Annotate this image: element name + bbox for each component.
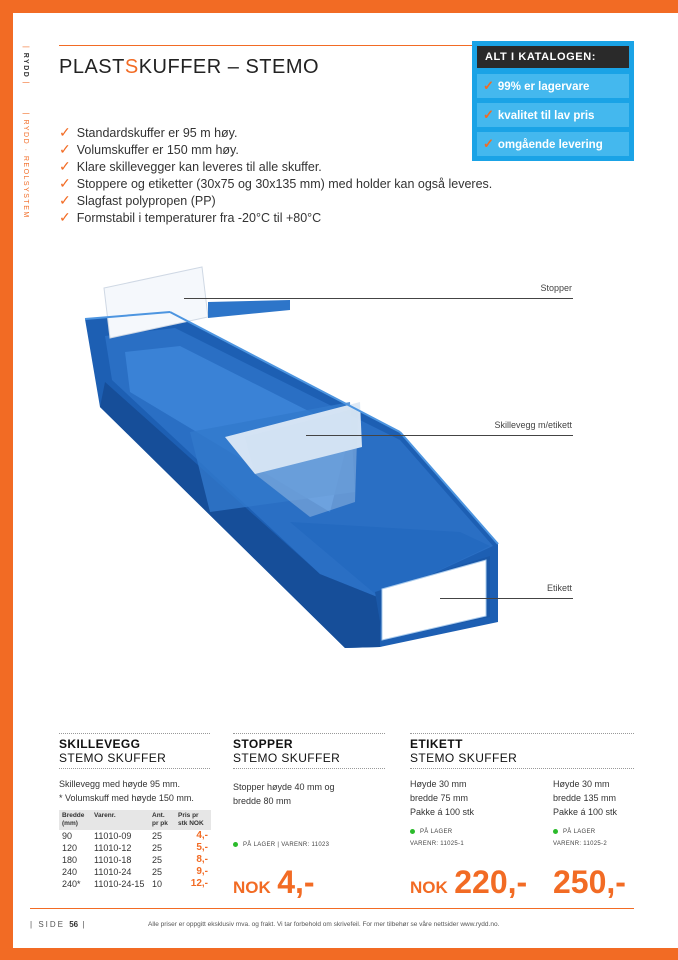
feature-item: ✓ Volumskuffer er 150 mm høy.: [59, 141, 239, 157]
etikett-b-varenr: VARENR: 11025-2: [553, 841, 607, 847]
table-row: 180 11010-18 25 8,-: [62, 854, 208, 865]
feature-item: ✓ Formstabil i temperaturer fra -20°C til +80°C: [59, 209, 322, 225]
etikett-a-stock: PÅ LAGER: [410, 829, 452, 835]
in-stock-icon: [233, 842, 238, 847]
feature-item: ✓ Klare skillevegger kan leveres til alle skuffer.: [59, 158, 322, 174]
check-icon: ✓: [483, 107, 494, 122]
stopper-desc: bredde 80 mm: [233, 796, 292, 806]
table-row: 240 11010-24 25 9,-: [62, 866, 208, 877]
table-header-row: [59, 810, 211, 830]
etikett-a-width: bredde 75 mm: [410, 793, 469, 803]
check-icon: ✓: [59, 192, 71, 208]
callout-divider: Skillevegg m/etikett: [494, 420, 572, 430]
table-header: Pris pr stk NOK: [175, 810, 211, 830]
stopper-title: STOPPER: [233, 737, 293, 751]
table-row: 240* 11010-24-15 10 12,-: [62, 878, 208, 889]
callout-line-stopper: [184, 298, 573, 299]
section-divider: [410, 733, 634, 734]
check-icon: ✓: [59, 124, 71, 140]
side-brand: RYDD: [22, 52, 29, 79]
section-divider: [233, 768, 385, 769]
etikett-a-height: Høyde 30 mm: [410, 779, 467, 789]
check-icon: ✓: [59, 175, 71, 191]
etikett-a-pack: Pakke á 100 stk: [410, 807, 475, 817]
etikett-subtitle: STEMO SKUFFER: [410, 751, 518, 765]
skillevegg-desc: Skillevegg med høyde 95 mm.: [59, 779, 181, 789]
table-row: 120 11010-12 25 5,-: [62, 842, 208, 853]
callout-line-divider: [306, 435, 573, 436]
etikett-b-height: Høyde 30 mm: [553, 779, 610, 789]
footer-divider: [30, 908, 634, 909]
etikett-title: ETIKETT: [410, 737, 463, 751]
side-section: RYDD · REOLSYSTEM: [22, 119, 29, 219]
check-icon: ✓: [483, 136, 494, 151]
stopper-desc: Stopper høyde 40 mm og: [233, 782, 335, 792]
feature-item: ✓ Slagfast polypropen (PP): [59, 192, 216, 208]
section-divider: [233, 733, 385, 734]
etikett-b-width: bredde 135 mm: [553, 793, 617, 803]
check-icon: ✓: [59, 209, 71, 225]
catalog-box: [472, 41, 634, 161]
table-header: Ant. pr pk: [149, 810, 175, 830]
callout-label: Etikett: [546, 583, 572, 593]
etikett-b-stock: PÅ LAGER: [553, 829, 595, 835]
etikett-a-price: NOK 220,-: [410, 864, 528, 900]
top-accent-bar: [0, 0, 678, 13]
catalog-item: ✓ 99% er lagervare: [477, 74, 629, 98]
check-icon: ✓: [59, 141, 71, 157]
skillevegg-title: SKILLEVEGG: [59, 737, 141, 751]
section-divider: [410, 768, 634, 769]
catalog-item: ✓ kvalitet til lav pris: [477, 103, 629, 127]
bottom-accent-bar: [0, 948, 678, 960]
check-icon: ✓: [483, 78, 494, 93]
table-header: Bredde (mm): [59, 810, 91, 830]
callout-stopper: Stopper: [540, 283, 572, 293]
catalog-item: ✓ omgående levering: [477, 132, 629, 156]
stopper-subtitle: STEMO SKUFFER: [233, 751, 341, 765]
callout-line-label: [440, 598, 573, 599]
etikett-b-pack: Pakke á 100 stk: [553, 807, 618, 817]
feature-item: ✓ Standardskuffer er 95 m høy.: [59, 124, 238, 140]
table-header: Varenr.: [91, 810, 149, 830]
stopper-price: NOK 4,-: [233, 864, 315, 900]
in-stock-icon: [410, 829, 415, 834]
left-accent-bar: [0, 0, 13, 960]
skillevegg-desc: * Volumskuff med høyde 150 mm.: [59, 793, 194, 803]
footer-disclaimer: Alle priser er oppgitt eksklusiv mva. og frakt. Vi tar forbehold om skrivefeil. For mer tilbehør se våre nettsider www.rydd.no.: [148, 921, 500, 928]
etikett-a-varenr: VARENR: 11025-1: [410, 841, 464, 847]
etikett-b-price: 250,-: [553, 864, 626, 900]
skillevegg-subtitle: STEMO SKUFFER: [59, 751, 167, 765]
stopper-stock-status: PÅ LAGER | VARENR: 11023: [233, 842, 329, 848]
table-row: 90 11010-09 25 4,-: [62, 830, 208, 841]
section-divider: [59, 768, 210, 769]
feature-item: ✓ Stoppere og etiketter (30x75 og 30x135 mm) med holder kan også leveres.: [59, 175, 493, 191]
page-title: PLASTSKUFFER – STEMO: [59, 56, 320, 78]
feature-list: [59, 124, 492, 226]
product-image-stemo-bin: [80, 262, 510, 662]
catalog-heading: ALT I KATALOGEN:: [477, 46, 629, 68]
section-divider: [59, 733, 210, 734]
side-brand-label: | RYDD | | RYDD · REOLSYSTEM: [22, 46, 29, 219]
in-stock-icon: [553, 829, 558, 834]
page-number: | SIDE 56 |: [30, 920, 87, 929]
skillevegg-price-table: [59, 810, 211, 890]
check-icon: ✓: [59, 158, 71, 174]
